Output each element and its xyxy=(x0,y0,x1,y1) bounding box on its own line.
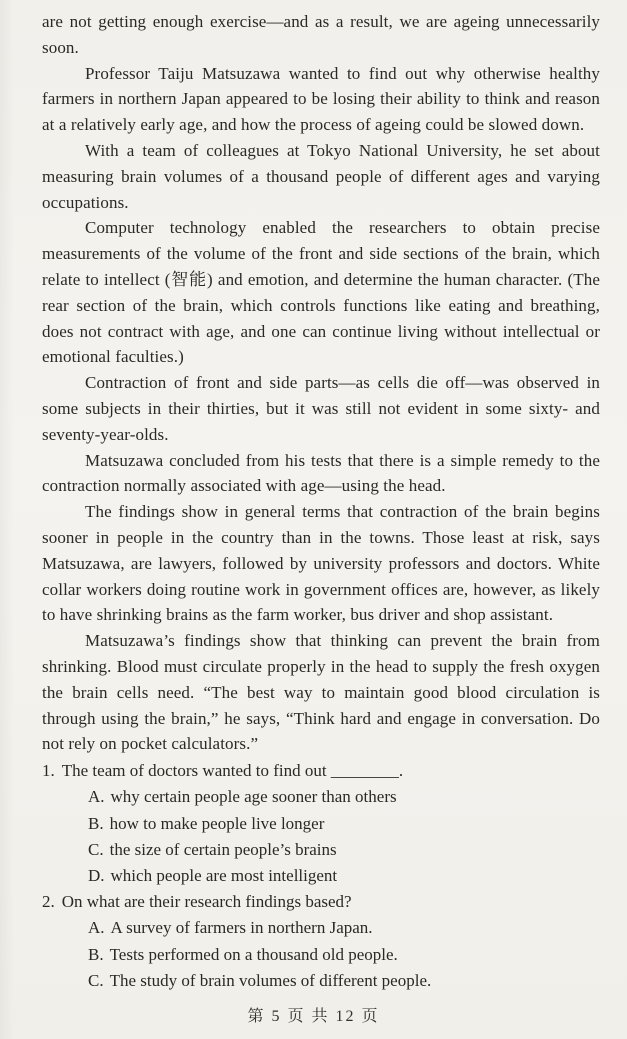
answer-option xyxy=(42,784,600,810)
option-text: The study of brain volumes of different people. xyxy=(109,970,432,990)
answer-option xyxy=(42,942,600,968)
option-text: which people are most intelligent xyxy=(110,865,338,885)
passage-paragraph: The findings show in general terms that contraction of the brain begins sooner in people in the country than in the towns. Those least at risk, says Matsuzawa, are lawyers, followed by university professors and doctors. White collar workers doing routine work in government offices are, however, as likely to have shrinking brains as the farm worker, bus driver and shop assistant. xyxy=(42,502,600,625)
question-2 xyxy=(42,889,600,994)
answer-option xyxy=(42,968,600,994)
passage-and-questions xyxy=(42,9,600,994)
passage-paragraph: Professor Taiju Matsuzawa wanted to find out why otherwise healthy farmers in northern Japan appeared to be losing their ability to think and reason at a relatively early age, and how the process of ageing could be slowed down. xyxy=(42,63,600,135)
option-letter: B. xyxy=(88,944,104,964)
option-text: why certain people age sooner than others xyxy=(110,787,397,807)
option-letter: D. xyxy=(88,865,105,885)
option-text: the size of certain people’s brains xyxy=(109,839,337,859)
option-letter: C. xyxy=(88,839,104,859)
option-letter: A. xyxy=(88,787,105,807)
question-line xyxy=(42,758,600,784)
option-letter: C. xyxy=(88,970,104,990)
option-letter: B. xyxy=(88,813,104,833)
question-1 xyxy=(42,758,600,889)
passage-paragraph: are not getting enough exercise—and as a result, we are ageing unnecessarily soon. xyxy=(42,12,600,57)
question-line xyxy=(42,889,600,915)
option-text: A survey of farmers in northern Japan. xyxy=(110,918,373,938)
passage-paragraph: Matsuzawa concluded from his tests that there is a simple remedy to the contraction normally associated with age—using the head. xyxy=(42,450,600,496)
question-number: 1. xyxy=(42,761,55,781)
option-text: Tests performed on a thousand old people. xyxy=(109,944,398,964)
questions-section xyxy=(42,758,600,994)
answer-option xyxy=(42,837,600,863)
passage-paragraph: With a team of colleagues at Tokyo National University, he set about measuring brain volumes of a thousand people of different ages and varying occupations. xyxy=(42,140,600,212)
option-letter: A. xyxy=(88,918,105,938)
answer-option xyxy=(42,915,600,941)
option-text: how to make people live longer xyxy=(109,813,325,833)
question-text: On what are their research findings based? xyxy=(61,892,352,912)
question-text: The team of doctors wanted to find out ________. xyxy=(61,761,404,781)
answer-option xyxy=(42,863,600,889)
page-number-footer: 第 5 页 共 12 页 xyxy=(247,1008,380,1025)
passage-paragraph: Computer technology enabled the researchers to obtain precise measurements of the volume of the front and side sections of the brain, which relate to intellect (智能) and emotion, and determine the human character. (The rear section of the brain, which controls functions like eating and breathing, does not contract with age, and one can continue living without intellectual or emotional faculties.) xyxy=(42,218,600,367)
answer-option xyxy=(42,811,600,837)
passage-paragraph: Contraction of front and side parts—as cells die off—was observed in some subjects in their thirties, but it was still not evident in some sixty- and seventy-year-olds. xyxy=(42,373,600,444)
passage-paragraph: Matsuzawa’s findings show that thinking can prevent the brain from shrinking. Blood must circulate properly in the head to supply the fresh oxygen the brain cells need. “The best way to maintain good blood circulation is through using the brain,” he says, “Think hard and engage in conversation. Do not rely on pocket calculators.” xyxy=(42,631,600,754)
question-number: 2. xyxy=(42,892,55,912)
